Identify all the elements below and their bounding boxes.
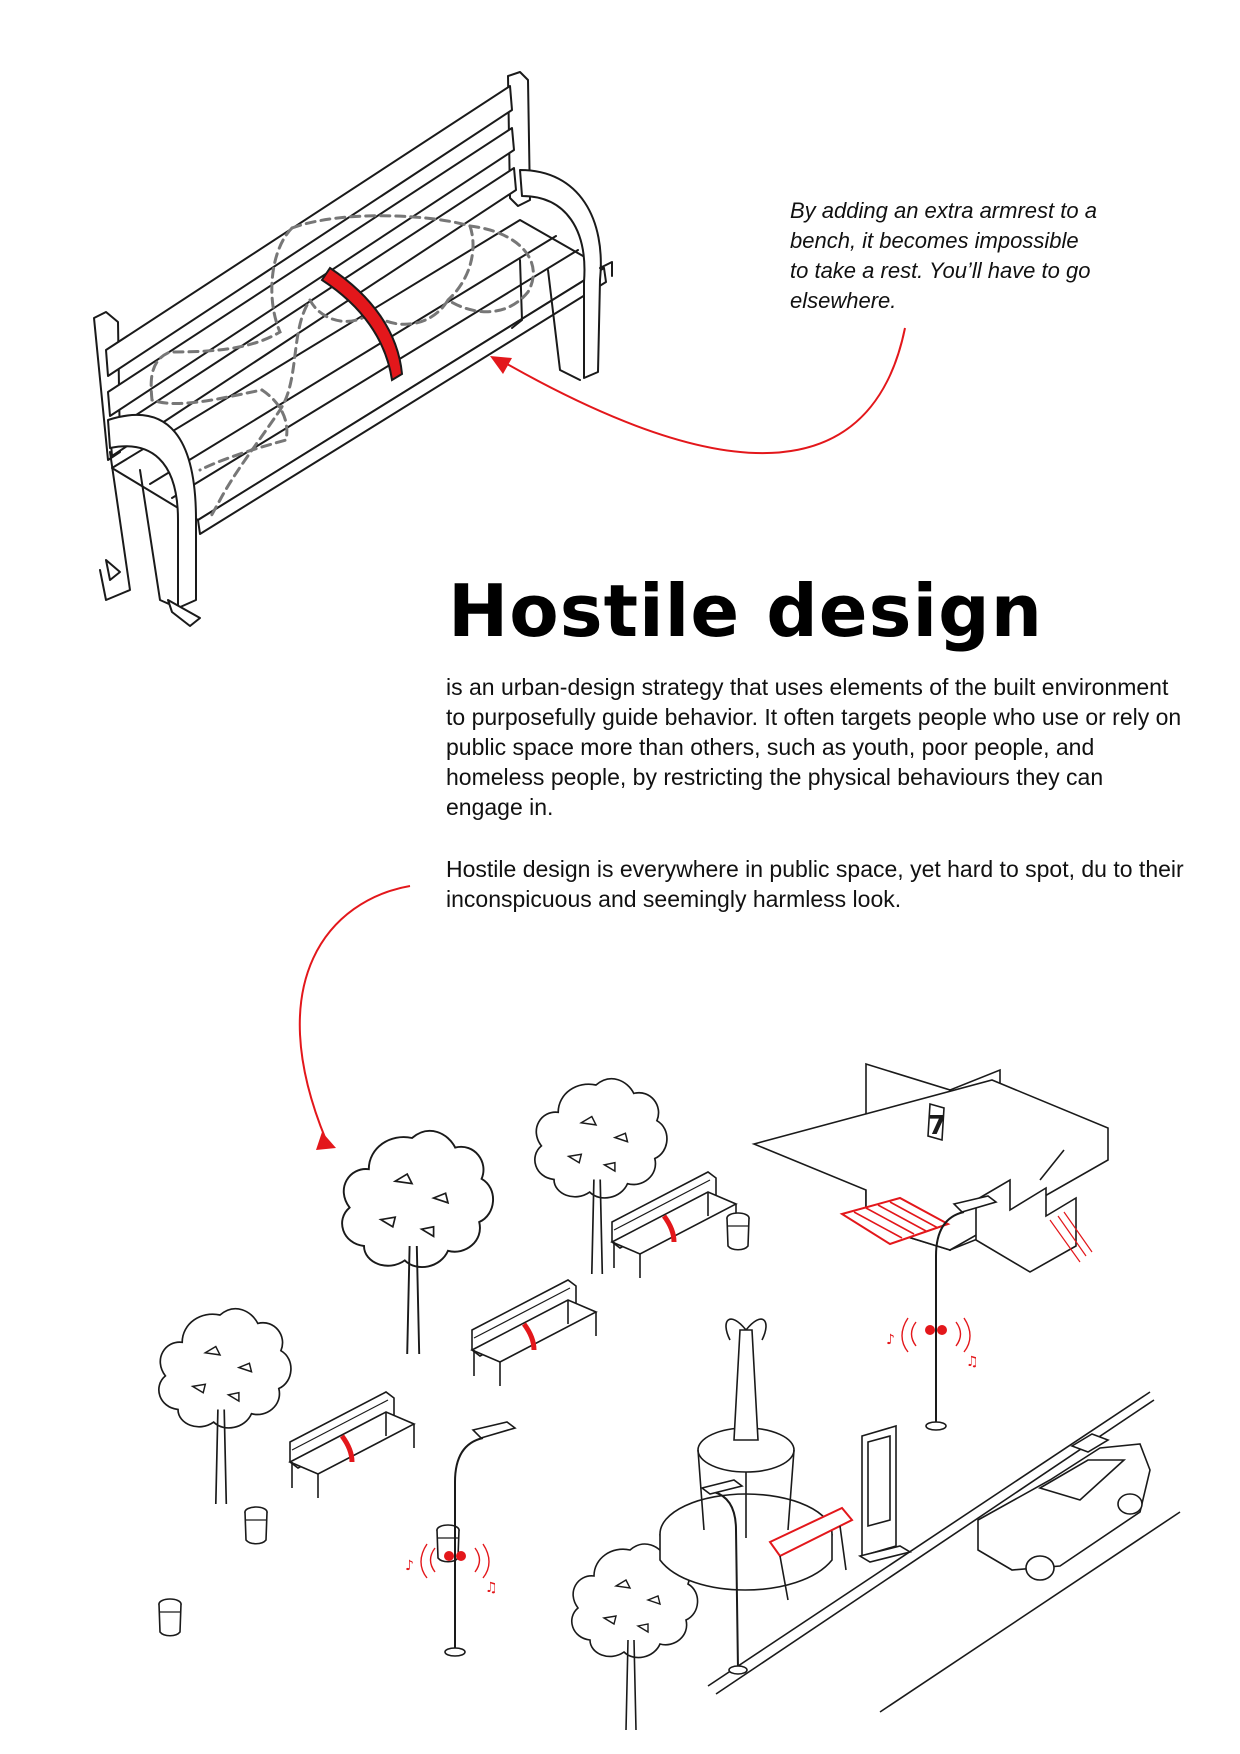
bench-caption: By adding an extra armrest to a bench, it becomes impossible to take a rest. You’ll have to go elsewhere. xyxy=(790,198,1097,313)
fountain xyxy=(660,1319,832,1590)
page-title: Hostile design xyxy=(448,569,1043,653)
secondary-paragraph: Hostile design is everywhere in public space, yet hard to spot, du to their inconspicuous and seemingly harmless look. xyxy=(446,856,1184,912)
svg-text:7: 7 xyxy=(928,1111,947,1141)
intro-paragraph: is an urban-design strategy that uses elements of the built environment to purposefully guide behavior. It often targets people who use or rely on public space more than others, such as youth, poor people, and homeless people, by restricting the physical behaviours they can engage in. xyxy=(446,674,1182,820)
taxi xyxy=(978,1434,1150,1580)
kiosk xyxy=(860,1426,910,1562)
